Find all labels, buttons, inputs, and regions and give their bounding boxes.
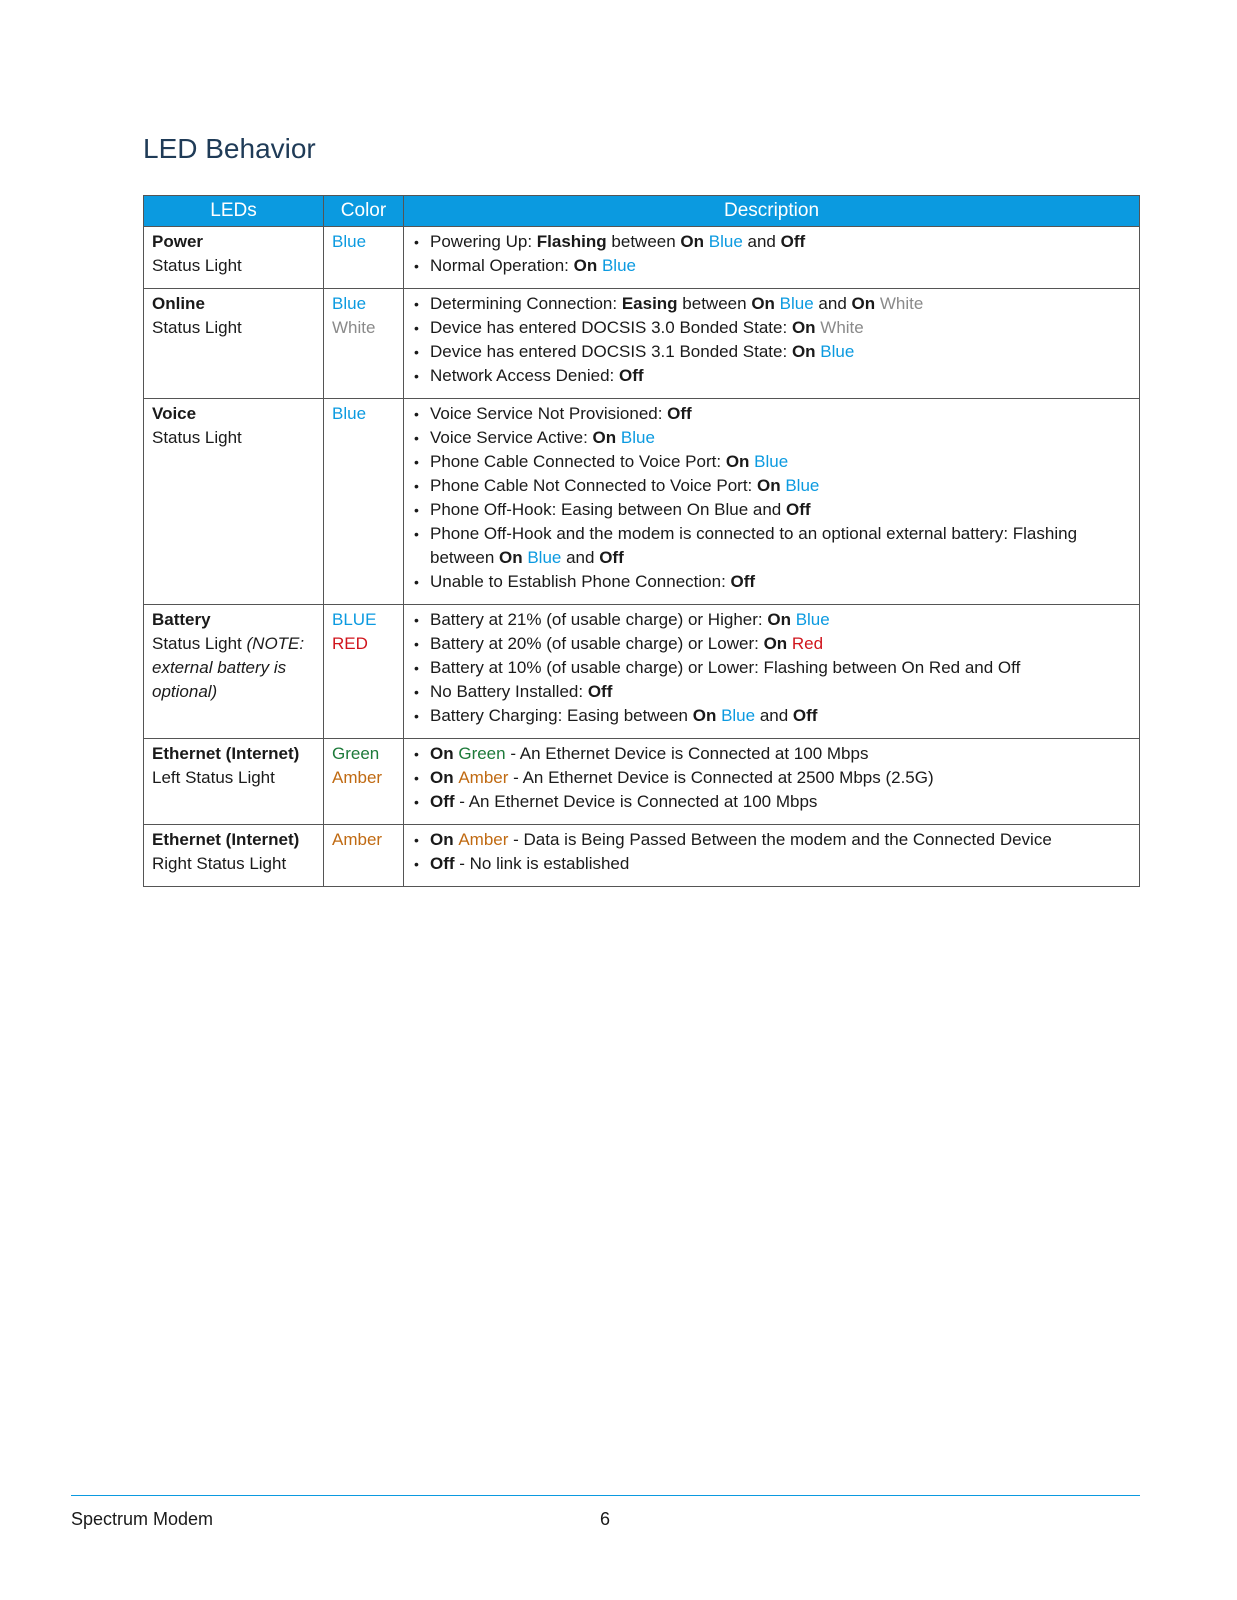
list-item	[412, 254, 1131, 278]
led-description-cell	[404, 605, 1140, 739]
led-name: Battery	[152, 610, 211, 629]
description-text: On	[680, 232, 709, 251]
table-body	[144, 227, 1140, 887]
table-row	[144, 227, 1140, 289]
list-item	[412, 742, 1131, 766]
description-text: Battery at 20% (of usable charge) or Lower:	[430, 634, 764, 653]
description-text: On	[430, 830, 459, 849]
description-text: Device has entered DOCSIS 3.1 Bonded State:	[430, 342, 792, 361]
description-text: Phone Cable Connected to Voice Port:	[430, 452, 726, 471]
led-name-cell	[144, 289, 324, 399]
description-text: Phone Off-Hook and the modem is connected to an optional external battery: Flashing between	[430, 524, 1078, 567]
description-text: On	[499, 548, 528, 567]
description-text: and	[755, 706, 793, 725]
description-text: Off	[430, 792, 455, 811]
description-text: Battery Charging: Easing between	[430, 706, 693, 725]
list-item	[412, 570, 1131, 594]
table-row	[144, 289, 1140, 399]
led-name: Ethernet (Internet)	[152, 830, 300, 849]
description-text: between	[677, 294, 752, 313]
led-subtitle: Status Light	[152, 428, 242, 447]
description-text: No Battery Installed:	[430, 682, 588, 701]
header-description: Description	[404, 196, 1140, 227]
color-label: RED	[332, 634, 368, 653]
led-color-cell	[324, 825, 404, 887]
description-text: On	[692, 706, 722, 725]
led-behavior-table	[143, 195, 1140, 887]
table-row	[144, 739, 1140, 825]
description-list	[412, 292, 1131, 388]
description-text: and	[813, 294, 852, 313]
description-text: Off	[618, 366, 644, 385]
led-name-cell	[144, 825, 324, 887]
led-description-cell	[404, 289, 1140, 399]
description-text: Network Access Denied:	[430, 366, 619, 385]
description-text: Off	[730, 572, 756, 591]
description-text: Voice Service Active:	[430, 428, 593, 447]
led-description-cell	[404, 399, 1140, 605]
led-name-cell	[144, 605, 324, 739]
description-text: On	[751, 294, 780, 313]
list-item	[412, 364, 1131, 388]
led-name-cell	[144, 739, 324, 825]
list-item	[412, 316, 1131, 340]
description-text: - An Ethernet Device is Connected at 100 Mbps	[454, 792, 818, 811]
list-item	[412, 828, 1131, 852]
list-item	[412, 608, 1131, 632]
description-text: On	[430, 768, 459, 787]
description-text: Device has entered DOCSIS 3.0 Bonded State:	[430, 318, 792, 337]
led-name: Ethernet (Internet)	[152, 744, 300, 763]
description-text: On	[791, 318, 821, 337]
description-text: Off	[785, 500, 811, 519]
description-text: between	[606, 232, 681, 251]
led-color-cell	[324, 739, 404, 825]
led-name: Power	[152, 232, 204, 251]
description-list	[412, 828, 1131, 876]
table-row	[144, 605, 1140, 739]
color-label: Blue	[332, 404, 367, 423]
description-text: Phone Off-Hook: Easing between On Blue and	[430, 500, 786, 519]
list-item	[412, 340, 1131, 364]
led-name: Online	[152, 294, 205, 313]
description-text: Blue	[785, 476, 820, 495]
description-text: On	[573, 256, 602, 275]
description-text: Blue	[620, 428, 655, 447]
led-subtitle: Left Status Light	[152, 768, 275, 787]
led-description-cell	[404, 739, 1140, 825]
list-item	[412, 426, 1131, 450]
description-text: Off	[599, 548, 624, 567]
description-text: On	[763, 634, 792, 653]
color-label: Green	[332, 744, 380, 763]
description-text: - No link is established	[454, 854, 630, 873]
description-list	[412, 742, 1131, 814]
description-text: White	[820, 318, 864, 337]
footer-page-number: 6	[600, 1509, 611, 1529]
list-item	[412, 790, 1131, 814]
description-text: Voice Service Not Provisioned:	[430, 404, 668, 423]
footer-divider	[71, 1495, 1140, 1496]
description-text: Normal Operation:	[430, 256, 574, 275]
description-list	[412, 608, 1131, 728]
description-text: Unable to Establish Phone Connection:	[430, 572, 731, 591]
description-text: Blue	[779, 294, 814, 313]
description-text: Blue	[708, 232, 743, 251]
page-title: LED Behavior	[143, 133, 316, 164]
list-item	[412, 656, 1131, 680]
description-text: - Data is Being Passed Between the modem and the Connected Device	[508, 830, 1052, 849]
description-text: Blue	[527, 548, 562, 567]
description-text: Blue	[795, 610, 830, 629]
led-name: Voice	[152, 404, 197, 423]
footer-product-name: Spectrum Modem	[71, 1509, 214, 1529]
description-text: Green	[458, 744, 506, 763]
list-item	[412, 704, 1131, 728]
led-color-cell	[324, 605, 404, 739]
description-text: On	[791, 342, 821, 361]
description-text: Determining Connection:	[430, 294, 622, 313]
description-text: On	[725, 452, 755, 471]
description-text: Flashing	[536, 232, 607, 251]
header-color: Color	[324, 196, 404, 227]
list-item	[412, 766, 1131, 790]
description-text: Battery at 10% (of usable charge) or Lower: Flashing between On Red and Off	[430, 658, 1021, 677]
description-text: Phone Cable Not Connected to Voice Port:	[430, 476, 757, 495]
description-text: Easing	[621, 294, 678, 313]
description-text: Off	[792, 706, 818, 725]
list-item	[412, 292, 1131, 316]
table-row	[144, 399, 1140, 605]
led-color-cell	[324, 289, 404, 399]
description-text: Blue	[601, 256, 636, 275]
description-text: and	[561, 548, 600, 567]
list-item	[412, 474, 1131, 498]
led-color-cell	[324, 227, 404, 289]
description-text: Off	[587, 682, 613, 701]
description-text: Red	[791, 634, 824, 653]
led-description-cell	[404, 825, 1140, 887]
led-name-cell	[144, 399, 324, 605]
description-text: and	[742, 232, 781, 251]
description-text: - An Ethernet Device is Connected at 100 Mbps	[505, 744, 869, 763]
list-item	[412, 498, 1131, 522]
led-subtitle: Status Light	[152, 256, 242, 275]
table-row	[144, 825, 1140, 887]
description-text: Blue	[754, 452, 789, 471]
list-item	[412, 402, 1131, 426]
description-text: Blue	[721, 706, 756, 725]
description-text: White	[879, 294, 924, 313]
color-label: BLUE	[332, 610, 377, 629]
color-label: White	[332, 318, 376, 337]
description-list	[412, 230, 1131, 278]
description-text: Amber	[458, 768, 509, 787]
led-note: (NOTE: external battery is optional)	[152, 634, 305, 701]
description-text: Amber	[458, 830, 509, 849]
description-text: Battery at 21% (of usable charge) or Higher:	[430, 610, 768, 629]
list-item	[412, 680, 1131, 704]
description-text: Off	[780, 232, 806, 251]
list-item	[412, 522, 1131, 570]
led-subtitle: Status Light	[152, 318, 242, 337]
description-text: Off	[430, 854, 455, 873]
description-text: - An Ethernet Device is Connected at 2500 Mbps (2.5G)	[508, 768, 934, 787]
color-label: Blue	[332, 294, 367, 313]
description-text: On	[756, 476, 786, 495]
table-header-row	[144, 196, 1140, 227]
color-label: Blue	[332, 232, 367, 251]
color-label: Amber	[332, 830, 383, 849]
description-text: On	[592, 428, 621, 447]
description-text: Blue	[820, 342, 855, 361]
description-list	[412, 402, 1131, 594]
led-description-cell	[404, 227, 1140, 289]
description-text: On	[767, 610, 796, 629]
led-subtitle: Right Status Light	[152, 854, 287, 873]
list-item	[412, 632, 1131, 656]
led-color-cell	[324, 399, 404, 605]
list-item	[412, 230, 1131, 254]
list-item	[412, 450, 1131, 474]
list-item	[412, 852, 1131, 876]
description-text: Off	[667, 404, 692, 423]
led-subtitle: Status Light	[152, 634, 247, 653]
description-text: On	[430, 744, 459, 763]
header-leds: LEDs	[144, 196, 324, 227]
description-text: On	[851, 294, 880, 313]
color-label: Amber	[332, 768, 383, 787]
led-name-cell	[144, 227, 324, 289]
description-text: Powering Up:	[430, 232, 537, 251]
